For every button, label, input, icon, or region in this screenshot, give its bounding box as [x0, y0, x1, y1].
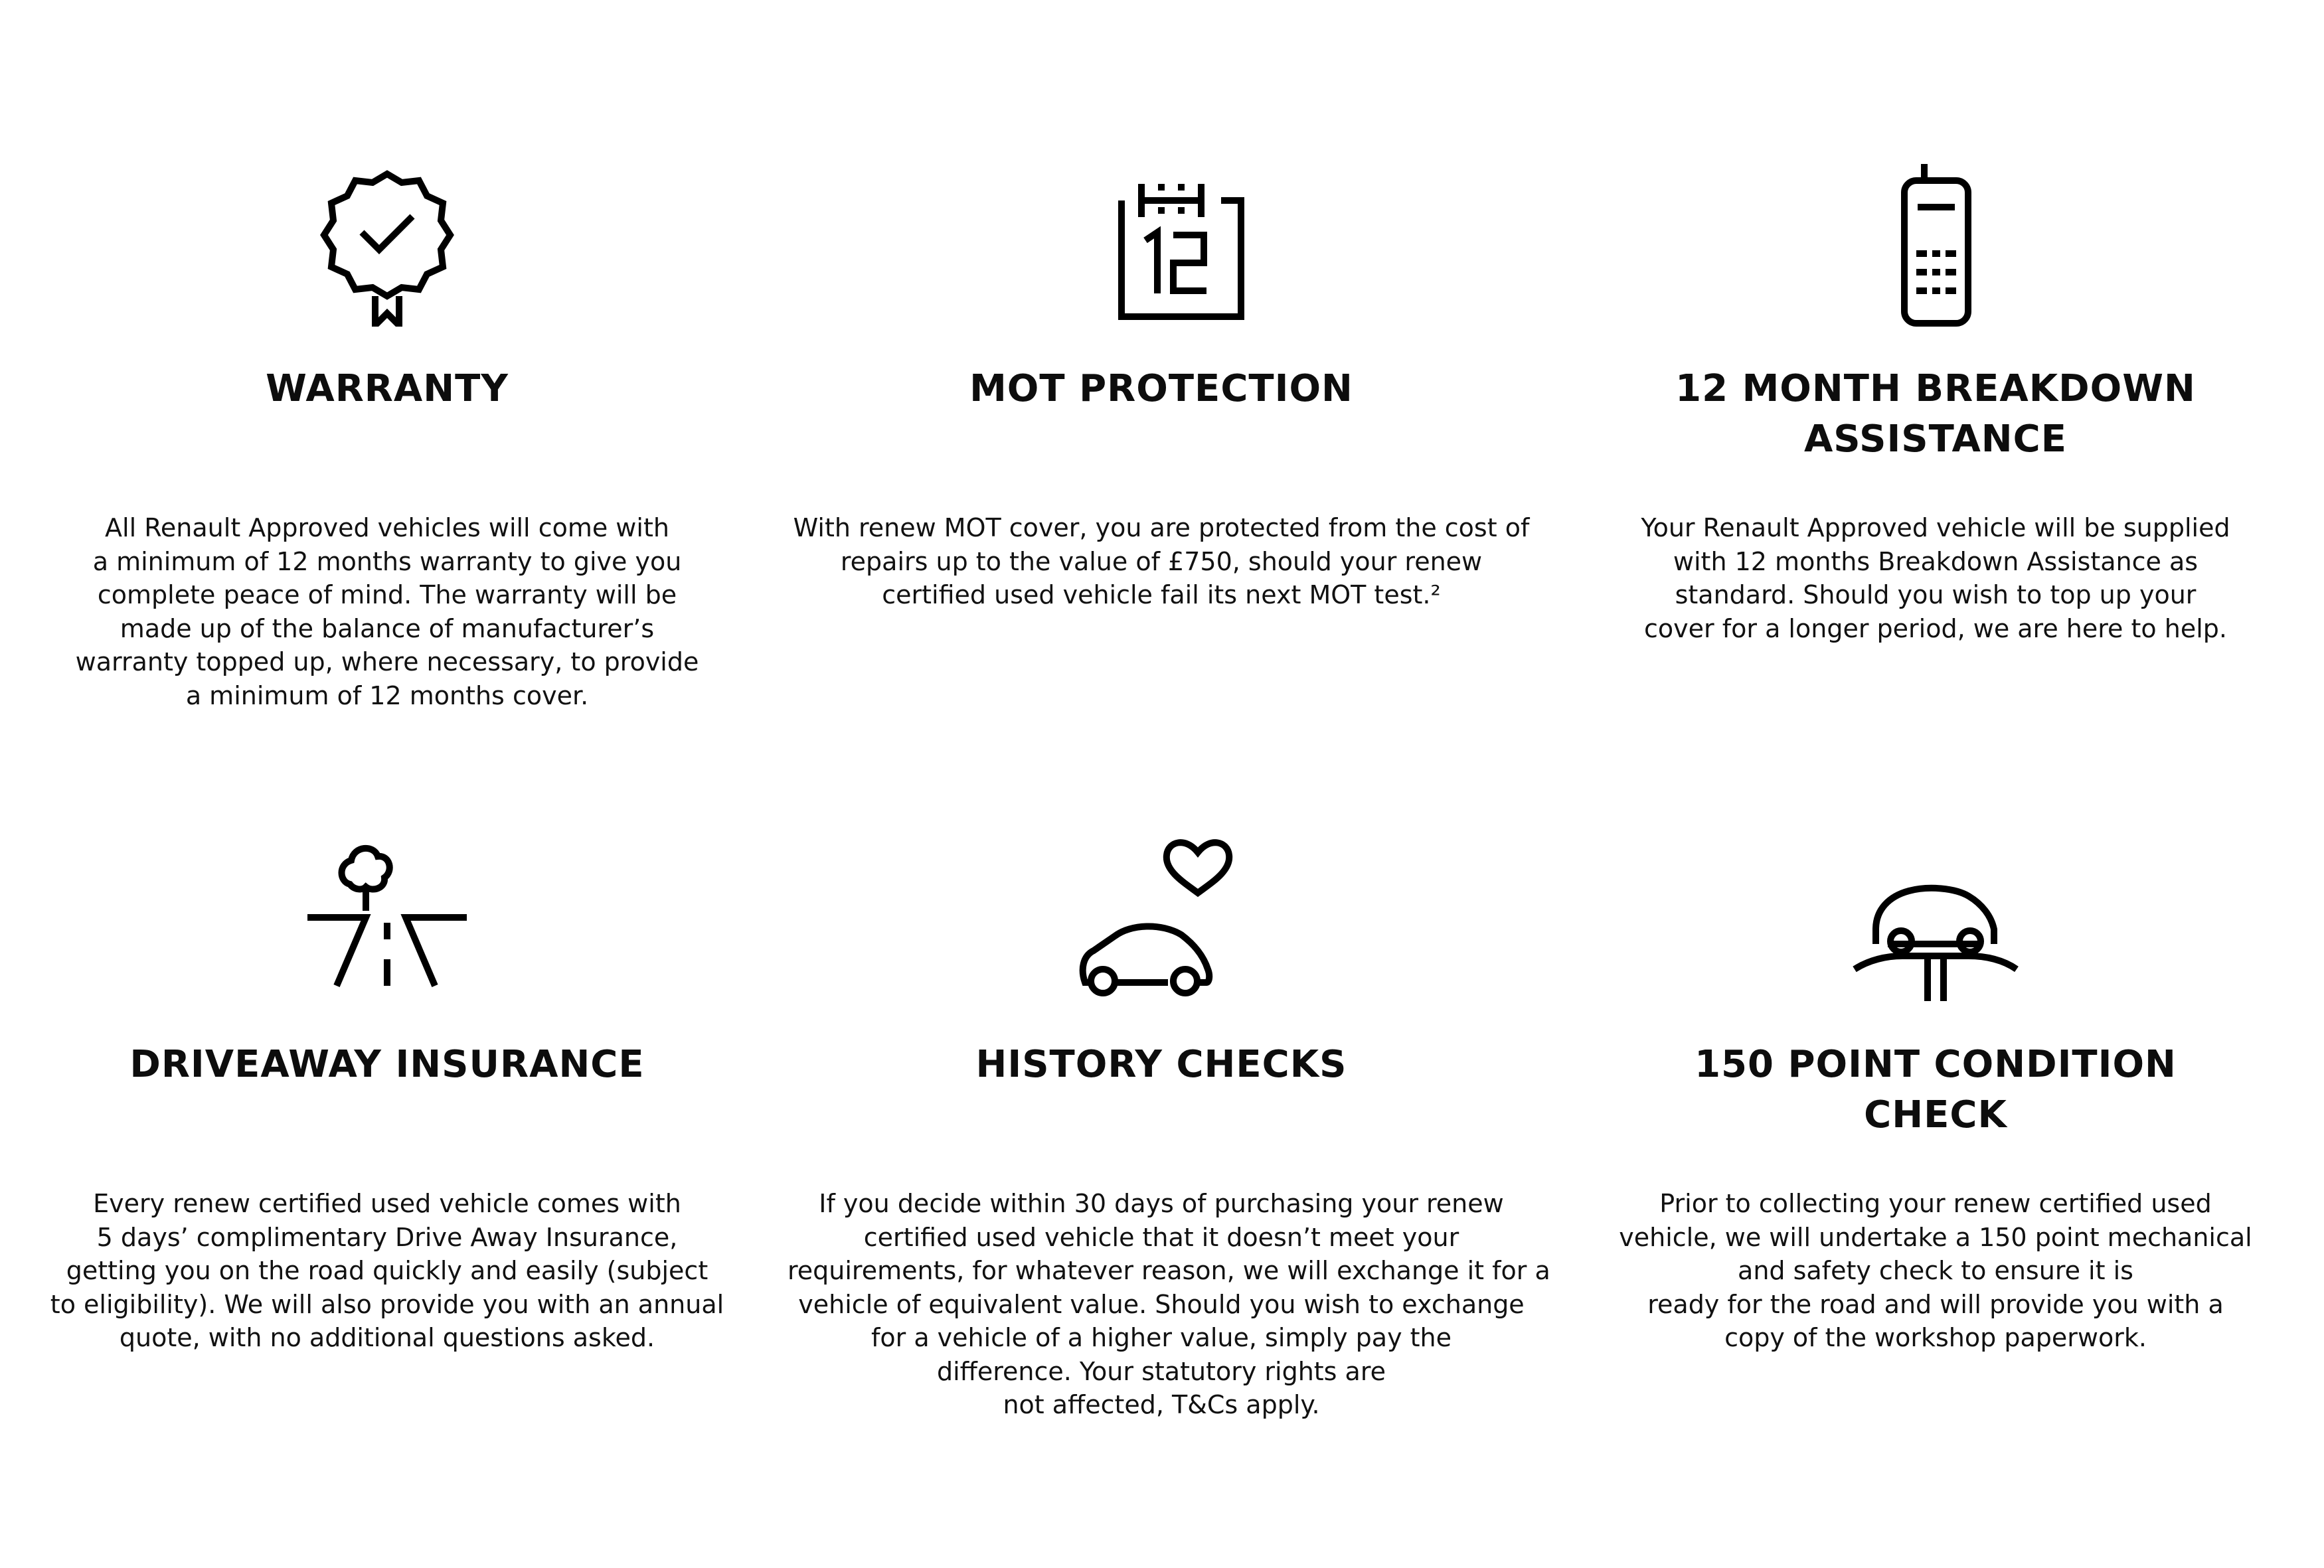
description-line: getting you on the road quickly and easily (subject: [66, 1256, 708, 1285]
description-line: Every renew certified used vehicle comes with: [93, 1189, 681, 1218]
description-line: cover for a longer period, we are here to help.: [1644, 613, 2227, 643]
description-line: warranty topped up, where necessary, to provide: [75, 647, 699, 676]
feature-description: [13, 511, 761, 712]
feature-title-line: WARRANTY: [266, 367, 509, 410]
feature-title-line: MOT PROTECTION: [969, 367, 1353, 410]
feature-title: [1575, 364, 2296, 465]
road-tree-icon: [301, 830, 473, 1002]
feature-title-line: CHECK: [1864, 1093, 2007, 1137]
description-line: difference. Your statutory rights are: [936, 1356, 1386, 1386]
mobile-phone-icon: [1849, 154, 2022, 327]
description-line: a minimum of 12 months cover.: [185, 680, 589, 710]
description-line: certified used vehicle fail its next MOT test.²: [882, 580, 1441, 609]
calendar-12-icon: [1075, 154, 1248, 327]
description-line: Prior to collecting your renew certified used: [1659, 1189, 2212, 1218]
description-line: If you decide within 30 days of purchasing your renew: [819, 1189, 1504, 1218]
feature-description: [788, 1187, 1550, 1422]
description-line: a minimum of 12 months warranty to give you: [92, 546, 682, 576]
description-line: for a vehicle of a higher value, simply pay the: [871, 1323, 1452, 1352]
description-line: Your Renault Approved vehicle will be supplied: [1641, 513, 2230, 542]
feature-mot-protection: [774, 133, 1548, 809]
description-line: With renew MOT cover, you are protected from the cost of: [793, 513, 1530, 542]
description-line: to eligibility). We will also provide you with an annual: [50, 1289, 724, 1319]
description-line: ready for the road and will provide you with a: [1647, 1289, 2224, 1319]
description-line: All Renault Approved vehicles will come with: [105, 513, 669, 542]
feature-title-line: HISTORY CHECKS: [975, 1043, 1347, 1086]
feature-title-line: 12 MONTH BREAKDOWN: [1675, 367, 2196, 410]
description-line: standard. Should you wish to top up your: [1675, 580, 2197, 609]
feature-description: [13, 1187, 761, 1355]
feature-description: [1562, 1187, 2309, 1355]
feature-history-checks: [774, 809, 1548, 1484]
description-line: repairs up to the value of £750, should your renew: [840, 546, 1483, 576]
description-line: and safety check to ensure it is: [1738, 1256, 2133, 1285]
feature-description: [1562, 511, 2309, 645]
description-line: made up of the balance of manufacturer’s: [120, 613, 655, 643]
feature-breakdown-assistance: [1548, 133, 2323, 809]
feature-warranty: [0, 133, 774, 809]
feature-title-line: 150 POINT CONDITION: [1695, 1043, 2177, 1086]
feature-description: [788, 511, 1535, 612]
feature-driveaway-insurance: [0, 809, 774, 1484]
description-line: copy of the workshop paperwork.: [1724, 1323, 2147, 1352]
description-line: certified used vehicle that it doesn’t meet your: [863, 1222, 1459, 1252]
description-line: with 12 months Breakdown Assistance as: [1673, 546, 2199, 576]
feature-title-line: ASSISTANCE: [1803, 418, 2068, 461]
award-rosette-check-icon: [301, 154, 473, 327]
description-line: not affected, T&Cs apply.: [1003, 1390, 1320, 1419]
feature-title: [27, 1040, 748, 1090]
feature-title: [801, 1040, 1522, 1090]
description-line: 5 days’ complimentary Drive Away Insurance,: [96, 1222, 678, 1252]
description-line: vehicle of equivalent value. Should you wish to exchange: [798, 1289, 1525, 1319]
description-line: requirements, for whatever reason, we will exchange it for a: [788, 1256, 1550, 1285]
description-line: complete peace of mind. The warranty will be: [97, 580, 677, 609]
feature-title: [1575, 1040, 2296, 1140]
feature-title: [27, 364, 748, 414]
feature-title: [801, 364, 1522, 414]
description-line: vehicle, we will undertake a 150 point mechanical: [1619, 1222, 2252, 1252]
car-on-lift-icon: [1849, 830, 2022, 1002]
feature-title-line: DRIVEAWAY INSURANCE: [129, 1043, 645, 1086]
description-line: quote, with no additional questions asked.: [119, 1323, 655, 1352]
feature-condition-check: [1548, 809, 2323, 1484]
car-heart-icon: [1075, 830, 1248, 1002]
